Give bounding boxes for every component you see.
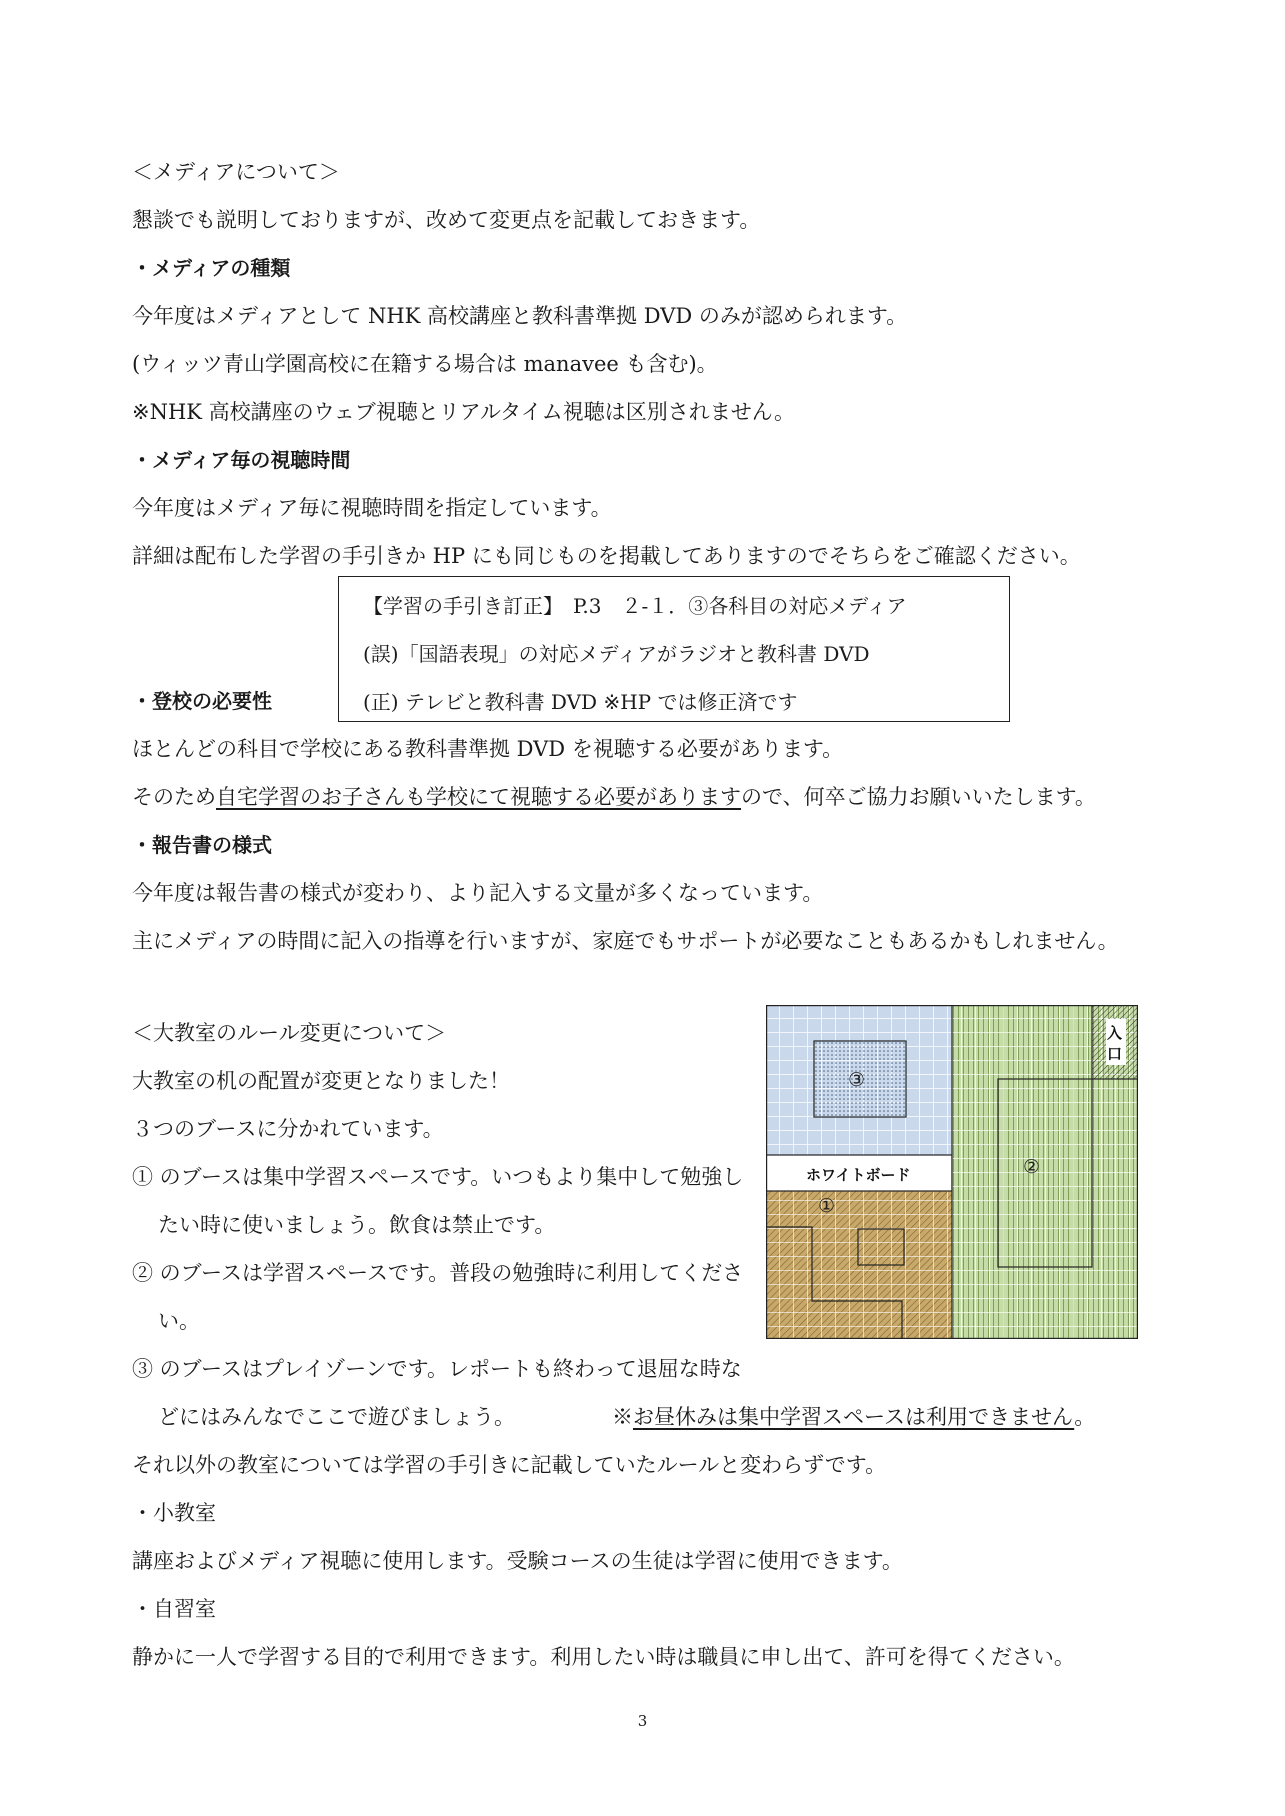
media-time-line1: 今年度はメディア毎に視聴時間を指定しています。 — [132, 496, 612, 520]
self-study-text: 静かに一人で学習する目的で利用できます。利用したい時は職員に申し出て、許可を得てください。 — [132, 1645, 1075, 1669]
errata-line3: (正) テレビと教科書 DVD ※HP では修正済です — [363, 690, 798, 714]
media-types-line2: (ウィッツ青山学園高校に在籍する場合は manavee も含む)。 — [132, 352, 718, 376]
booth3-line-a: ③ のブースはプレイゾーンです。レポートも終わって退屈な時な — [132, 1357, 742, 1381]
report-line2: 主にメディアの時間に記入の指導を行いますが、家庭でもサポートが必要なこともあるかもしれません。 — [132, 929, 1119, 953]
booth3-line-b: どにはみんなでここで遊びましょう。 — [158, 1405, 515, 1429]
report-heading: ・報告書の様式 — [132, 833, 272, 857]
lunch-note-end: 。 — [1074, 1405, 1096, 1429]
report-line1: 今年度は報告書の様式が変わり、より記入する文量が多くなっています。 — [132, 881, 824, 905]
entrance-label-2: 口 — [1107, 1045, 1123, 1063]
booth1-line-b: たい時に使いましょう。飲食は禁止です。 — [158, 1213, 556, 1237]
small-room-text: 講座およびメディア視聴に使用します。受験コースの生徒は学習に使用できます。 — [132, 1549, 903, 1573]
booth1-line-a: ① のブースは集中学習スペースです。いつもより集中して勉強し — [132, 1165, 744, 1189]
small-room-heading: ・小教室 — [132, 1501, 216, 1525]
page-number: 3 — [637, 1712, 648, 1730]
attendance-line1: ほとんどの科目で学校にある教科書準拠 DVD を視聴する必要があります。 — [132, 737, 844, 761]
entrance-label-1: 入 — [1107, 1024, 1123, 1042]
classroom-other: それ以外の教室については学習の手引きに記載していたルールと変わらずです。 — [132, 1453, 887, 1477]
media-types-line1: 今年度はメディアとして NHK 高校講座と教科書準拠 DVD のみが認められます。 — [132, 304, 908, 328]
zone-2-label: ② — [1023, 1156, 1041, 1178]
errata-line2: (誤)「国語表現」の対応メディアがラジオと教科書 DVD — [363, 642, 870, 666]
media-time-line2: 詳細は配布した学習の手引きか HP にも同じものを掲載してありますのでそちらをご確認ください。 — [132, 544, 1081, 568]
lunch-note-mark: ※ — [612, 1405, 633, 1429]
classroom-line2: ３つのブースに分かれています。 — [132, 1117, 444, 1141]
lunch-note-text: お昼休みは集中学習スペースは利用できません — [633, 1405, 1075, 1429]
errata-line1: 【学習の手引き訂正】 P.3 ２-１．③各科目の対応メディア — [363, 594, 907, 618]
attendance-underlined: 自宅学習のお子さんも学校にて視聴する必要があります — [216, 785, 741, 809]
media-types-line3: ※NHK 高校講座のウェブ視聴とリアルタイム視聴は区別されません。 — [132, 400, 795, 424]
self-study-heading: ・自習室 — [132, 1597, 216, 1621]
booth2-line-a: ② のブースは学習スペースです。普段の勉強時に利用してくださ — [132, 1261, 744, 1285]
zone-1-label: ① — [818, 1195, 836, 1217]
zone-3-label: ③ — [848, 1069, 866, 1091]
lunch-note — [612, 1402, 1095, 1432]
attendance-line2 — [132, 782, 1096, 812]
whiteboard-label: ホワイトボード — [806, 1166, 911, 1184]
media-heading: ＜メディアについて＞ — [132, 160, 340, 184]
errata-box — [338, 576, 1010, 722]
attendance-line2-post: ので、何卒ご協力お願いいたします。 — [741, 785, 1096, 809]
attendance-heading: ・登校の必要性 — [132, 689, 272, 713]
attendance-line2-pre: そのため — [132, 785, 216, 809]
booth2-line-b: い。 — [158, 1309, 200, 1333]
classroom-line1: 大教室の机の配置が変更となりました！ — [132, 1069, 510, 1093]
classroom-map — [766, 1005, 1138, 1339]
media-time-heading: ・メディア毎の視聴時間 — [132, 448, 351, 472]
media-intro: 懇談でも説明しておりますが、改めて変更点を記載しておきます。 — [132, 208, 761, 232]
media-types-heading: ・メディアの種類 — [132, 256, 291, 280]
classroom-heading: ＜大教室のルール変更について＞ — [132, 1021, 447, 1045]
